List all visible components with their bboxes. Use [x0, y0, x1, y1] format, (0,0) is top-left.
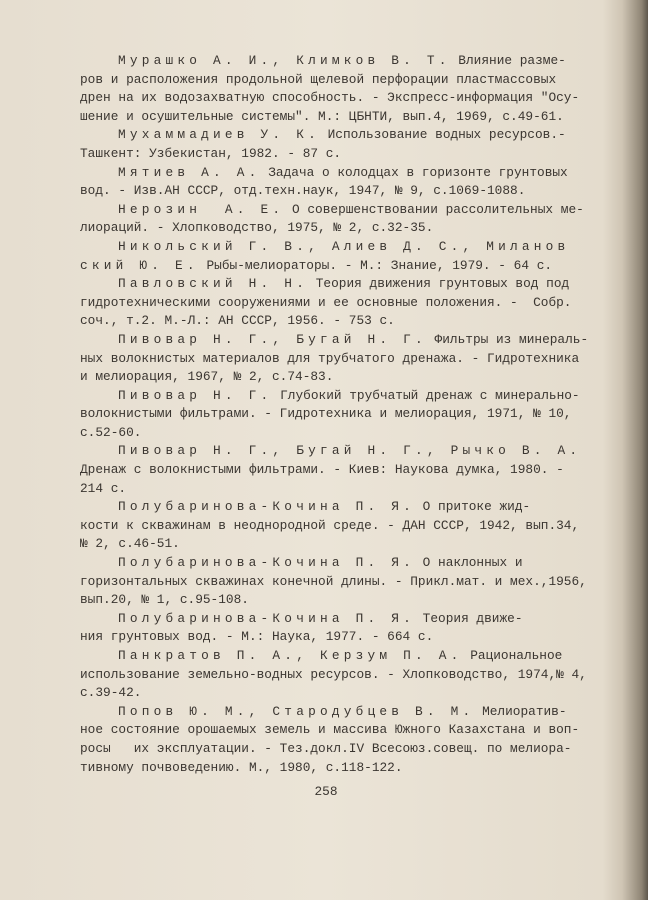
entry-line: вып.20, № 1, с.95-108.	[80, 592, 249, 608]
bibliography-list	[80, 52, 589, 777]
entry-line: вод. - Изв.АН СССР, отд.техн.наук, 1947, № 9, с.1069-1088.	[80, 183, 526, 199]
entry-first-line	[80, 387, 580, 406]
entry-title-start: Глубокий трубчатый дренаж с минерально-	[272, 387, 580, 403]
entry-first-line	[80, 275, 580, 294]
entry-author: Пивовар Н. Г., Бугай Н. Г.	[118, 331, 427, 347]
bibliography-entry	[80, 703, 580, 777]
entry-title-start: Использование водных ресурсов.-	[319, 127, 566, 143]
bibliography-entry	[80, 647, 587, 703]
page-sheet	[80, 52, 589, 802]
entry-author: Мурашко А. И., Климков В. Т.	[118, 53, 451, 68]
entry-line: кости к скважинам в неоднородной среде. - ДАН СССР, 1942, вып.34,	[80, 517, 580, 533]
entry-author: Никольский Г. В., Алиев Д. С., Милано	[118, 238, 558, 254]
entry-line: волокнистыми фильтрами. - Гидротехника и мелиорация, 1971, № 10,	[80, 406, 572, 422]
entry-title-start: О совершенствовании рассолительных ме-	[284, 201, 584, 217]
entry-first-line	[80, 610, 580, 629]
entry-author: Пивовар Н. Г.	[118, 387, 273, 403]
entry-line: шение и осушительные системы". М.: ЦБНТИ, вып.4, 1969, с.49-61.	[80, 108, 564, 124]
entry-line: гидротехническими сооружениями и ее основные положения. - Собр.	[80, 294, 572, 310]
bibliography-entry	[80, 442, 580, 498]
entry-first-line	[80, 498, 580, 517]
entry-first-line	[80, 442, 580, 461]
entry-line: с.39-42.	[80, 685, 142, 701]
entry-line: дрен на их водозахватную способность. - Экспресс-информация "Осу-	[80, 90, 580, 106]
entry-line: использование земельно-водных ресурсов. - Хлопководство, 1974,№ 4,	[80, 666, 587, 682]
entry-title-start: Влияние разме-	[450, 53, 566, 68]
entry-first-line	[80, 703, 580, 722]
entry-title-start: Фильтры из минераль-	[426, 331, 589, 347]
bibliography-entry	[80, 554, 587, 610]
entry-line: ных волокнистых материалов для трубчатого дренажа. - Гидротехника	[80, 350, 580, 366]
bibliography-entry	[80, 275, 580, 331]
entry-author: Попов Ю. М., Стародубцев В. М.	[118, 703, 475, 719]
entry-line: соч., т.2. М.-Л.: АН СССР, 1956. - 753 с.	[80, 313, 395, 329]
entry-first-line	[80, 201, 584, 220]
entry-title-start: в	[557, 238, 570, 254]
entry-author-continued: ский Ю. Е.	[80, 257, 199, 273]
page-number: 258	[314, 784, 338, 800]
entry-line: лиораций. - Хлопководство, 1975, № 2, с.32-35.	[80, 220, 434, 236]
entry-author: Полубаринова-Кочина П. Я.	[118, 499, 415, 515]
entry-author: Полубаринова-Кочина П. Я.	[118, 555, 415, 571]
entry-author: Мятиев А. А.	[118, 164, 261, 180]
entry-first-line	[80, 238, 580, 257]
entry-line: ния грунтовых вод. - М.: Наука, 1977. - 664 с.	[80, 629, 434, 645]
entry-title-start: Теория движе-	[415, 610, 523, 626]
entry-line: горизонтальных скважинах конечной длины. - Прикл.мат. и мех.,1956,	[80, 573, 587, 589]
entry-title-start: Рыбы-мелиораторы. - М.: Знание, 1979. - 64 с.	[198, 257, 553, 273]
bibliography-entry	[80, 387, 580, 443]
entry-title-start: Задача о колодцах в горизонте грунтовых	[260, 164, 568, 180]
entry-line: росы их эксплуатации. - Тез.докл.IV Всесоюз.совещ. по мелиора-	[80, 740, 572, 756]
entry-first-line	[80, 52, 580, 71]
bibliography-entry	[80, 610, 580, 647]
bibliography-entry	[80, 238, 580, 275]
entry-first-line	[80, 164, 580, 183]
entry-title-start: Теория движения грунтовых вод под	[308, 276, 570, 292]
bibliography-entry	[80, 164, 580, 201]
entry-first-line	[80, 126, 580, 145]
entry-author: Нерозин А. Е.	[118, 201, 285, 217]
bibliography-entry	[80, 498, 580, 554]
entry-line	[80, 257, 580, 276]
entry-line: 214 с.	[80, 480, 127, 496]
entry-first-line	[80, 554, 580, 573]
bibliography-entry	[80, 331, 589, 387]
entry-author: Мухаммадиев У. К.	[118, 127, 320, 143]
entry-first-line	[80, 331, 589, 350]
entry-title-start: О наклонных и	[415, 555, 523, 571]
entry-line: Ташкент: Узбекистан, 1982. - 87 с.	[80, 145, 342, 161]
entry-author: Панкратов П. А., Керзум П. А.	[118, 648, 463, 663]
bibliography-entry	[80, 201, 584, 238]
entry-line: Дренаж с волокнистыми фильтрами. - Киев: Наукова думка, 1980. -	[80, 462, 564, 478]
entry-first-line	[80, 647, 580, 666]
bibliography-entry	[80, 52, 580, 126]
entry-author: Полубаринова-Кочина П. Я.	[118, 610, 415, 626]
entry-line: с.52-60.	[80, 424, 142, 440]
entry-line: ное состояние орошаемых земель и массива Южного Казахстана и воп-	[80, 722, 580, 738]
entry-author: Пивовар Н. Г., Бугай Н. Г., Рычко В. А.	[118, 443, 582, 459]
entry-author: Павловский Н. Н.	[118, 276, 309, 292]
entry-title-start: Мелиоратив-	[474, 703, 567, 719]
entry-title-start: О притоке жид-	[415, 499, 531, 515]
entry-line: № 2, с.46-51.	[80, 536, 180, 552]
entry-line: и мелиорация, 1967, № 2, с.74-83.	[80, 369, 334, 385]
entry-line: ров и расположения продольной щелевой перфорации пластмассовых	[80, 71, 557, 87]
entry-line: тивному почвоведению. М., 1980, с.118-122.	[80, 759, 403, 775]
entry-title-start: Рациональное	[462, 648, 563, 663]
bibliography-entry	[80, 126, 580, 163]
